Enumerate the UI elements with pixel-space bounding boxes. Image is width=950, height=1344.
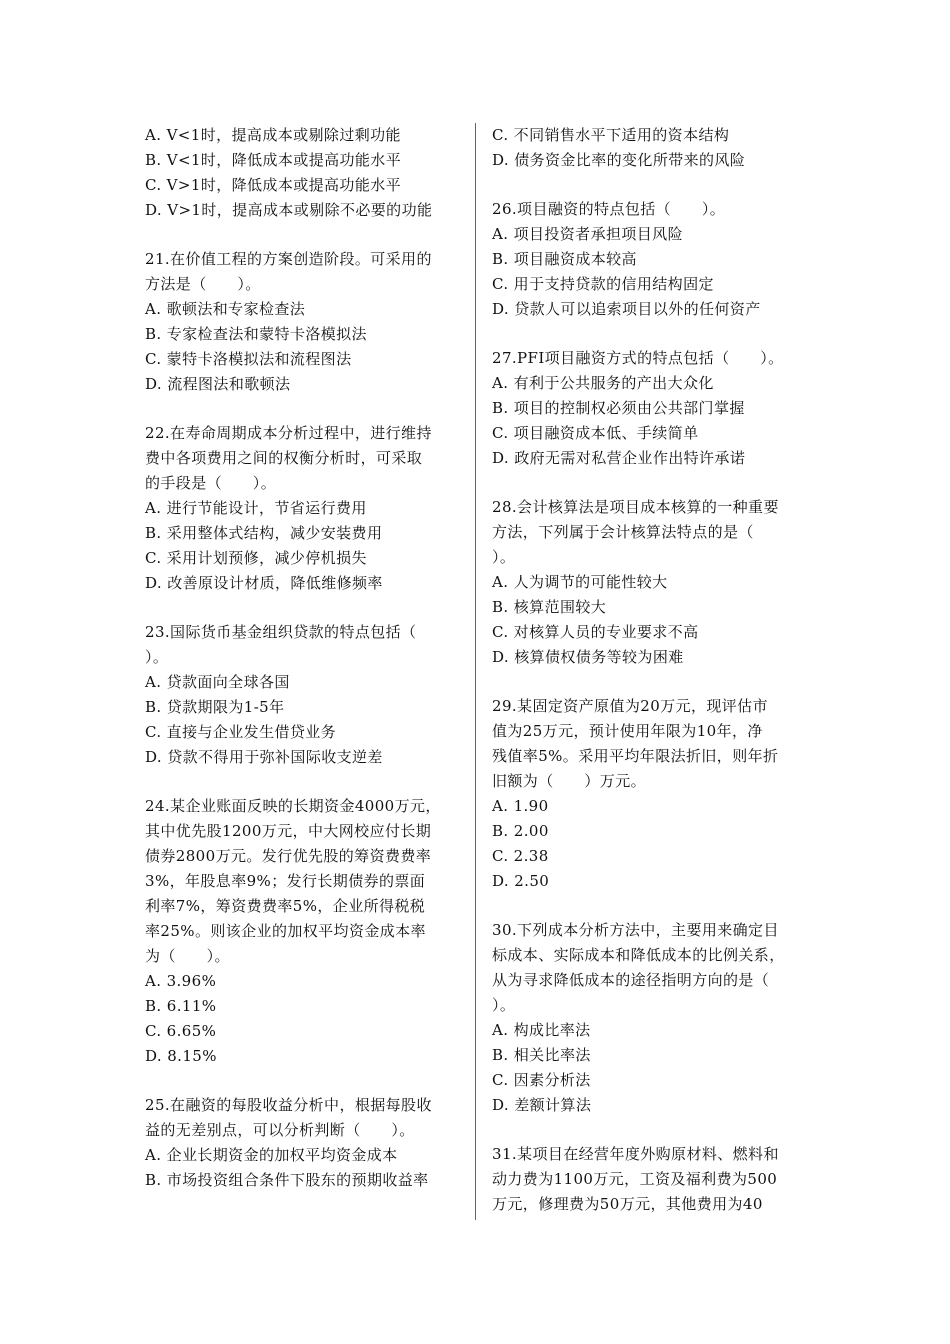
option-line: B. 专家检查法和蒙特卡洛模拟法 <box>145 325 367 343</box>
option-line: C. 对核算人员的专业要求不高 <box>492 623 699 641</box>
spacer <box>145 223 463 247</box>
question-stem: 其中优先股1200万元，中大网校应付长期 <box>145 822 432 840</box>
question-stem: 利率7%，筹资费费率5%，企业所得税税 <box>145 897 426 915</box>
spacer <box>492 173 812 197</box>
question-24 <box>145 794 463 1069</box>
question-stem: 债券2800万元。发行优先股的筹资费费率 <box>145 847 432 865</box>
question-stem: 27.PFI项目融资方式的特点包括（ ）。 <box>492 349 784 367</box>
option-line: A. V<1时，提高成本或剔除过剩功能 <box>145 126 401 144</box>
question-31 <box>492 1142 812 1217</box>
question-25 <box>145 1093 463 1193</box>
option-line: C. 不同销售水平下适用的资本结构 <box>492 126 730 144</box>
option-line: B. V<1时，降低成本或提高功能水平 <box>145 151 402 169</box>
option-line: A. 构成比率法 <box>492 1021 591 1039</box>
question-20-options <box>145 123 463 223</box>
option-line: A. 企业长期资金的加权平均资金成本 <box>145 1146 398 1164</box>
question-stem: 30.下列成本分析方法中，主要用来确定目 <box>492 921 779 939</box>
spacer <box>145 770 463 794</box>
option-line: A. 进行节能设计，节省运行费用 <box>145 499 367 517</box>
option-line: B. 项目融资成本较高 <box>492 250 637 268</box>
spacer <box>492 471 812 495</box>
question-stem: 动力费为1100万元，工资及福利费为500 <box>492 1170 778 1188</box>
question-stem: 从为寻求降低成本的途径指明方向的是（ <box>492 971 770 989</box>
option-line: C. 采用计划预修，减少停机损失 <box>145 549 367 567</box>
spacer <box>145 596 463 620</box>
spacer <box>145 397 463 421</box>
question-stem: 费中各项费用之间的权衡分析时，可采取 <box>145 449 423 467</box>
question-stem: 28.会计核算法是项目成本核算的一种重要 <box>492 498 779 516</box>
option-line: B. 相关比率法 <box>492 1046 591 1064</box>
question-27 <box>492 346 812 471</box>
option-line: C. 6.65% <box>145 1022 217 1040</box>
question-stem: 29.某固定资产原值为20万元，现评估市 <box>492 697 768 715</box>
option-line: D. 流程图法和歌顿法 <box>145 375 291 393</box>
option-line: D. 2.50 <box>492 872 550 890</box>
spacer <box>145 1069 463 1093</box>
question-stem: 3%，年股息率9%；发行长期债券的票面 <box>145 872 426 890</box>
question-stem: 值为25万元，预计使用年限为10年，净 <box>492 722 763 740</box>
question-stem: 方法是（ ）。 <box>145 275 261 293</box>
option-line: C. 2.38 <box>492 847 549 865</box>
question-stem: 率25%。则该企业的加权平均资金成本率 <box>145 922 426 940</box>
question-30 <box>492 918 812 1118</box>
option-line: D. 贷款人可以追索项目以外的任何资产 <box>492 300 761 318</box>
question-stem: 标成本、实际成本和降低成本的比例关系， <box>492 946 785 964</box>
option-line: B. 贷款期限为1-5年 <box>145 698 285 716</box>
question-stem: 的手段是（ ）。 <box>145 474 277 492</box>
question-stem: ）。 <box>492 996 516 1014</box>
option-line: C. 用于支持贷款的信用结构固定 <box>492 275 714 293</box>
question-stem: 益的无差别点，可以分析判断（ ）。 <box>145 1121 415 1139</box>
option-line: C. 因素分析法 <box>492 1071 591 1089</box>
option-line: D. 差额计算法 <box>492 1096 592 1114</box>
option-line: D. V>1时，提高成本或剔除不必要的功能 <box>145 201 433 219</box>
option-line: B. 核算范围较大 <box>492 598 607 616</box>
option-line: A. 3.96% <box>145 972 217 990</box>
option-line: B. 6.11% <box>145 997 217 1015</box>
question-stem: 万元，修理费为50万元，其他费用为40 <box>492 1195 763 1213</box>
option-line: D. 贷款不得用于弥补国际收支逆差 <box>145 748 383 766</box>
right-column <box>492 123 812 1217</box>
option-line: A. 歌顿法和专家检查法 <box>145 300 306 318</box>
option-line: C. 蒙特卡洛模拟法和流程图法 <box>145 350 352 368</box>
option-line: B. 2.00 <box>492 822 549 840</box>
question-stem: 为（ ）。 <box>145 947 230 965</box>
column-divider <box>475 123 476 1220</box>
option-line: D. 债务资金比率的变化所带来的风险 <box>492 151 746 169</box>
option-line: B. 市场投资组合条件下股东的预期收益率 <box>145 1171 429 1189</box>
question-stem: 25.在融资的每股收益分析中，根据每股收 <box>145 1096 432 1114</box>
question-stem: 26.项目融资的特点包括（ ）。 <box>492 200 726 218</box>
question-28 <box>492 495 812 670</box>
left-column <box>145 123 463 1193</box>
question-21 <box>145 247 463 397</box>
option-line: C. V>1时，降低成本或提高功能水平 <box>145 176 402 194</box>
spacer <box>492 1118 812 1142</box>
option-line: A. 有利于公共服务的产出大众化 <box>492 374 714 392</box>
question-23 <box>145 620 463 770</box>
option-line: B. 采用整体式结构，减少安装费用 <box>145 524 383 542</box>
question-stem: 方法，下列属于会计核算法特点的是（ <box>492 523 754 541</box>
option-line: A. 贷款面向全球各国 <box>145 673 290 691</box>
option-line: C. 项目融资成本低、手续简单 <box>492 424 699 442</box>
question-stem: 31.某项目在经营年度外购原材料、燃料和 <box>492 1145 779 1163</box>
option-line: B. 项目的控制权必须由公共部门掌握 <box>492 399 745 417</box>
option-line: A. 1.90 <box>492 797 549 815</box>
spacer <box>492 322 812 346</box>
question-29 <box>492 694 812 894</box>
question-stem: 24.某企业账面反映的长期资金4000万元， <box>145 797 441 815</box>
question-stem: 旧额为（ ）万元。 <box>492 772 647 790</box>
option-line: D. 核算债权债务等较为困难 <box>492 648 684 666</box>
question-22 <box>145 421 463 596</box>
question-stem: 21.在价值工程的方案创造阶段。可采用的 <box>145 250 432 268</box>
spacer <box>492 894 812 918</box>
option-line: D. 8.15% <box>145 1047 217 1065</box>
option-line: D. 政府无需对私营企业作出特许承诺 <box>492 449 746 467</box>
question-25-options-continued <box>492 123 812 173</box>
option-line: A. 项目投资者承担项目风险 <box>492 225 683 243</box>
question-stem: ）。 <box>145 648 169 666</box>
question-26 <box>492 197 812 322</box>
question-stem: ）。 <box>492 548 516 566</box>
question-stem: 23.国际货币基金组织贷款的特点包括（ <box>145 623 417 641</box>
option-line: D. 改善原设计材质，降低维修频率 <box>145 574 383 592</box>
question-stem: 残值率5%。采用平均年限法折旧，则年折 <box>492 747 779 765</box>
spacer <box>492 670 812 694</box>
option-line: A. 人为调节的可能性较大 <box>492 573 668 591</box>
option-line: C. 直接与企业发生借贷业务 <box>145 723 337 741</box>
question-stem: 22.在寿命周期成本分析过程中，进行维持 <box>145 424 432 442</box>
